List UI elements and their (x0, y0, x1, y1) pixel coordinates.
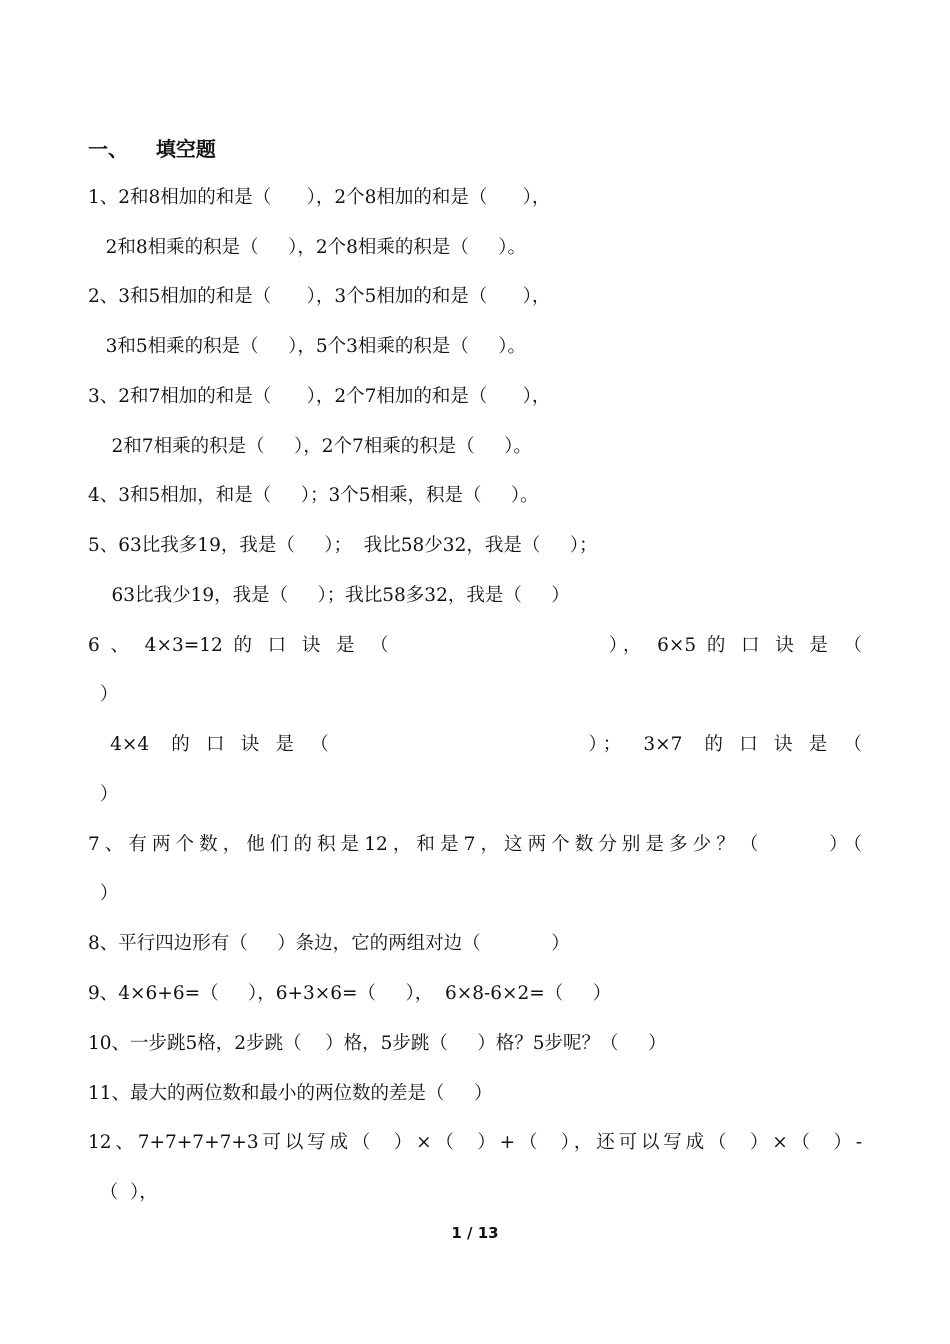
question-1-line-2: 2和8相乘的积是（ ），2个8相乘的积是（ ）。 (88, 237, 527, 258)
page-number: 1 / 13 (451, 1224, 499, 1242)
question-10-line-1: 10、一步跳5格，2步跳（ ）格，5步跳（ ）格？5步呢？（ ） (88, 1033, 667, 1054)
question-11-line-1: 11、最大的两位数和最小的两位数的差是（ ） (88, 1083, 493, 1104)
question-1-line-1: 1、2和8相加的和是（ ），2个8相加的和是（ ）， (88, 187, 551, 208)
question-7-line-2: ） (88, 883, 119, 904)
question-7-line-1: 7、有两个数，他们的积是12，和是7，这两个数分别是多少？（ ）（ (88, 834, 862, 855)
question-4-line-1: 4、3和5相加，和是（ ）；3个5相乘，积是（ ）。 (88, 485, 539, 506)
question-2-line-2: 3和5相乘的积是（ ），5个3相乘的积是（ ）。 (88, 336, 527, 357)
question-2-line-1: 2、3和5相加的和是（ ），3个5相加的和是（ ）， (88, 286, 551, 307)
question-8-line-1: 8、平行四边形有（ ）条边，它的两组对边（ ） (88, 933, 570, 954)
question-6-line-3: 4×4 的 口 诀 是 （ ）； 3×7 的 口 诀 是 （ (88, 734, 862, 755)
question-12-line-2: （ ）， (88, 1182, 158, 1203)
question-3-line-2: 2和7相乘的积是（ ），2个7相乘的积是（ ）。 (88, 436, 532, 457)
question-5-line-1: 5、63比我多19，我是（ ）； 我比58少32，我是（ ）； (88, 535, 598, 556)
question-6-line-4: ） (88, 784, 119, 805)
question-12-line-1: 12、7+7+7+7+3可以写成（ ）×（ ）+（ ），还可以写成（ ）×（ ）- (88, 1132, 862, 1153)
question-9-line-1: 9、4×6+6=（ ），6+3×6=（ ）， 6×8-6×2=（ ） (88, 983, 612, 1004)
question-6-line-2: ） (88, 684, 119, 705)
question-6-line-1: 6 、 4×3=12 的 口 诀 是 （ ）， 6×5 的 口 诀 是 （ (88, 635, 862, 656)
section-heading: 一、 填空题 (88, 137, 216, 161)
question-5-line-2: 63比我少19，我是（ ）；我比58多32，我是（ ） (88, 585, 570, 606)
question-3-line-1: 3、2和7相加的和是（ ），2个7相加的和是（ ）， (88, 386, 551, 407)
